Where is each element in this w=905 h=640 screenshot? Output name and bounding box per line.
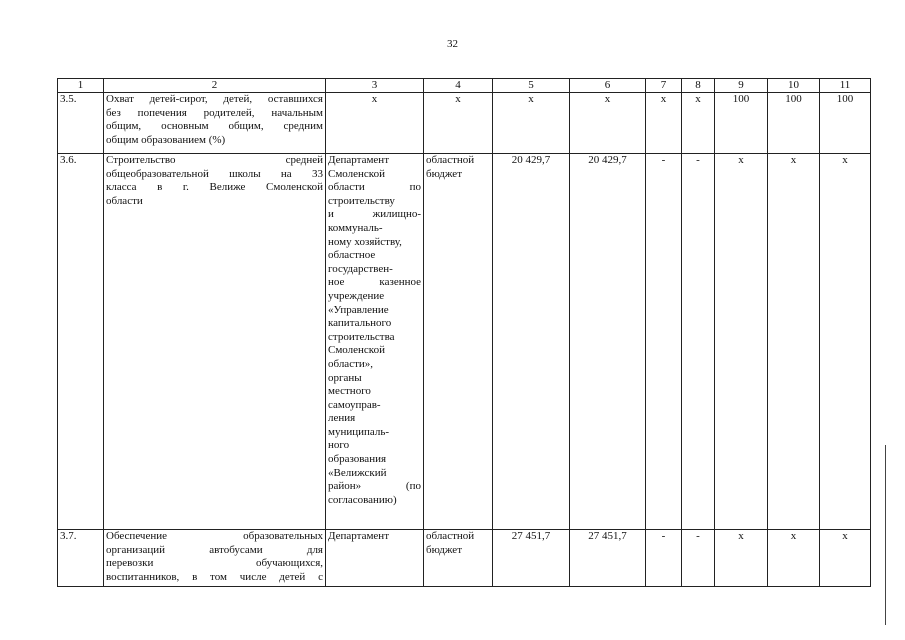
row-number: 3.7. bbox=[58, 530, 104, 587]
header-cell: 3 bbox=[326, 79, 424, 93]
cell-col6: x bbox=[570, 93, 646, 154]
responsible-line: Смоленской bbox=[328, 167, 385, 180]
responsible-line: и жилищно- bbox=[328, 208, 421, 221]
cell-col10: 100 bbox=[768, 93, 820, 154]
responsible-line: Департамент bbox=[328, 530, 390, 542]
table-row bbox=[58, 93, 871, 154]
responsible-line: район» (по bbox=[328, 480, 421, 493]
responsible-line: учреждение bbox=[328, 289, 385, 302]
responsible-line: ления bbox=[328, 412, 356, 425]
cell-col5: 20 429,7 bbox=[493, 154, 570, 530]
description-line: перевозки обучающихся, bbox=[106, 557, 323, 570]
header-cell: 9 bbox=[715, 79, 768, 93]
header-cell: 1 bbox=[58, 79, 104, 93]
header-cell: 5 bbox=[493, 79, 570, 93]
cell-col11: 100 bbox=[820, 93, 871, 154]
responsible-line: области», bbox=[328, 357, 374, 370]
responsible-line: самоуправ- bbox=[328, 398, 381, 411]
cell-col8: x bbox=[682, 93, 715, 154]
responsible-line: государствен- bbox=[328, 262, 393, 275]
description-line: без попечения родителей, начальным bbox=[106, 106, 323, 119]
cell-col7: - bbox=[646, 154, 682, 530]
cell-col7: x bbox=[646, 93, 682, 154]
description-line: Охват детей-сирот, детей, оставшихся bbox=[106, 93, 323, 105]
header-cell: 2 bbox=[104, 79, 326, 93]
responsible-line: Департамент bbox=[328, 154, 390, 166]
cell-col11: x bbox=[820, 154, 871, 530]
header-cell: 4 bbox=[424, 79, 493, 93]
cell-col5: 27 451,7 bbox=[493, 530, 570, 587]
cell-col6: 27 451,7 bbox=[570, 530, 646, 587]
description-line: организаций автобусами для bbox=[106, 543, 323, 556]
responsible-line: «Управление bbox=[328, 303, 389, 316]
row-number: 3.5. bbox=[58, 93, 104, 154]
responsible-cell bbox=[326, 154, 424, 530]
cell-col10: x bbox=[768, 154, 820, 530]
responsible-line: области по bbox=[328, 181, 421, 194]
responsible-line: ное казенное bbox=[328, 276, 421, 289]
header-row bbox=[58, 79, 871, 93]
header-cell: 8 bbox=[682, 79, 715, 93]
description-line: общим, основным общим, средним bbox=[106, 120, 323, 133]
responsible-line: строительства bbox=[328, 330, 395, 343]
responsible-line: согласованию) bbox=[328, 493, 397, 506]
budget-line: областной bbox=[426, 530, 475, 542]
cell-col3: x bbox=[326, 93, 424, 154]
responsible-line: ному хозяйству, bbox=[328, 235, 402, 248]
responsible-line: органы bbox=[328, 371, 362, 384]
description-line: общим образованием (%) bbox=[106, 133, 226, 146]
scan-edge-line bbox=[885, 445, 886, 625]
table-row bbox=[58, 530, 871, 587]
header-cell: 11 bbox=[820, 79, 871, 93]
row-description bbox=[104, 530, 326, 587]
description-line: воспитанников, в том числе детей с bbox=[106, 570, 323, 583]
header-cell: 6 bbox=[570, 79, 646, 93]
cell-col8: - bbox=[682, 530, 715, 587]
row-number: 3.6. bbox=[58, 154, 104, 530]
cell-col11: x bbox=[820, 530, 871, 587]
cell-col5: x bbox=[493, 93, 570, 154]
cell-col4 bbox=[424, 530, 493, 587]
cell-col6: 20 429,7 bbox=[570, 154, 646, 530]
description-line: Строительство средней bbox=[106, 154, 323, 166]
budget-line: областной bbox=[426, 154, 475, 166]
responsible-line: капитального bbox=[328, 317, 392, 330]
responsible-line: «Велижский bbox=[328, 466, 387, 479]
header-cell: 10 bbox=[768, 79, 820, 93]
description-line: Обеспечение образовательных bbox=[106, 530, 323, 542]
page-number: 32 bbox=[447, 38, 458, 50]
budget-line: бюджет bbox=[426, 167, 462, 180]
responsible-line: образования bbox=[328, 453, 387, 466]
responsible-line: местного bbox=[328, 385, 371, 398]
row-description bbox=[104, 154, 326, 530]
cell-col9: 100 bbox=[715, 93, 768, 154]
cell-col4: x bbox=[424, 93, 493, 154]
description-line: класса в г. Велиже Смоленской bbox=[106, 181, 323, 194]
description-line: общеобразовательной школы на 33 bbox=[106, 167, 323, 180]
program-table bbox=[57, 78, 871, 587]
cell-col9: x bbox=[715, 154, 768, 530]
responsible-line: областное bbox=[328, 249, 376, 262]
budget-line: бюджет bbox=[426, 543, 462, 556]
responsible-line: строительству bbox=[328, 194, 395, 207]
responsible-line: Смоленской bbox=[328, 344, 385, 357]
cell-col7: - bbox=[646, 530, 682, 587]
cell-col9: x bbox=[715, 530, 768, 587]
cell-col8: - bbox=[682, 154, 715, 530]
responsible-line: коммуналь- bbox=[328, 221, 383, 234]
row-description bbox=[104, 93, 326, 154]
table-row bbox=[58, 154, 871, 530]
header-cell: 7 bbox=[646, 79, 682, 93]
description-line: области bbox=[106, 194, 143, 207]
cell-col10: x bbox=[768, 530, 820, 587]
responsible-line: ного bbox=[328, 439, 350, 452]
cell-col4 bbox=[424, 154, 493, 530]
responsible-line: муниципаль- bbox=[328, 425, 390, 438]
responsible-cell bbox=[326, 530, 424, 587]
